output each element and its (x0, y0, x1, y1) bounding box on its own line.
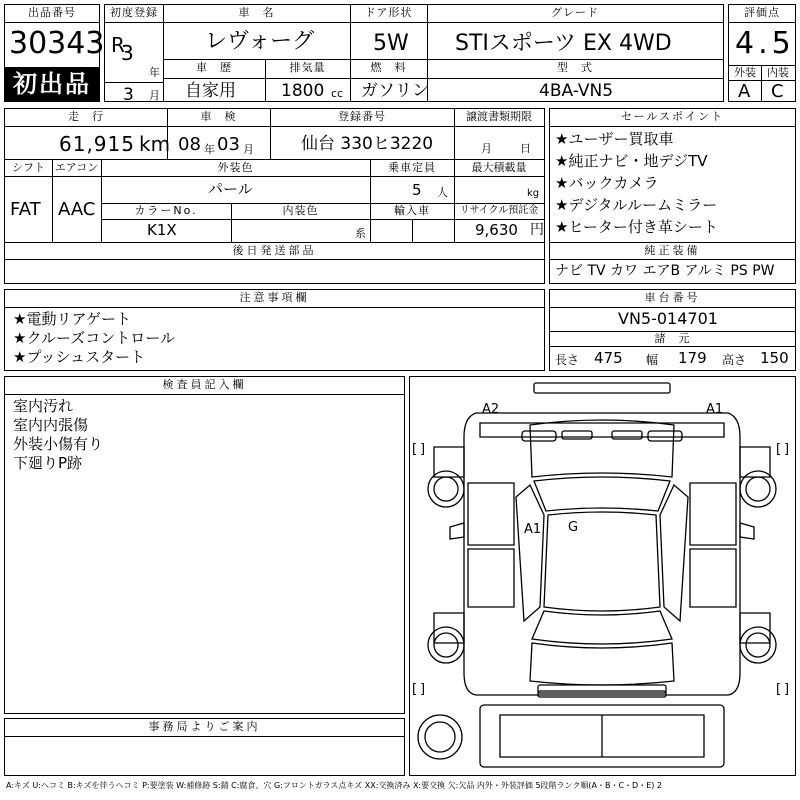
length-label: 長さ (555, 353, 580, 367)
inspection-label: 車 検 (200, 110, 237, 123)
list-item: ★ユーザー買取車 (555, 130, 674, 148)
front-bumper-strip (534, 383, 670, 393)
reg-month: 3 (123, 85, 134, 105)
history: 自家用 (185, 81, 236, 101)
legend: A:キズ U:ヘコミ B:キズを伴うヘコミ P:要塗装 W:補修跡 S:錆 C:腐食、穴 G:フロントガラス点キズ XX:交換済み X:要交換 欠:欠品 内外・外装評価 5段階ランク順(A・B・C・D・E) 2 (6, 781, 663, 790)
cautions-label: 注意事項欄 (239, 291, 310, 304)
damage-mark: A2 (482, 402, 500, 417)
list-item: ★デジタルルームミラー (555, 196, 718, 214)
lot-number: 30343 (9, 26, 105, 61)
office-label: 事務局よりご案内 (148, 720, 261, 733)
import-label: 輸入車 (394, 204, 430, 217)
exterior-grade: A (738, 81, 751, 102)
grade: STIスポーツ EX 4WD (455, 31, 672, 56)
lot-number-label: 出品番号 (28, 6, 76, 19)
model-label: 型 式 (557, 61, 593, 74)
recycle-unit: 円 (530, 222, 544, 238)
door-type: 5W (373, 31, 409, 56)
list-item: ★電動リアゲート (13, 310, 131, 328)
hood (530, 420, 674, 477)
shift: FAT (10, 199, 41, 220)
list-item: ★クルーズコントロール (13, 329, 175, 347)
list-item: 室内汚れ (13, 397, 74, 415)
mileage-label: 走 行 (68, 110, 104, 123)
svg-text:]: ] (784, 442, 790, 457)
reg-era: R (111, 33, 125, 57)
first-listing-badge (5, 67, 99, 101)
list-item: 外装小傷有り (13, 435, 104, 453)
transfer-day-unit: 日 (520, 142, 531, 155)
damage-mark: A1 (524, 522, 542, 537)
damage-mark: A1 (706, 402, 724, 417)
car-body-outline (464, 413, 740, 695)
shipping-parts-label: 後日発送部品 (232, 244, 317, 257)
shift-label: シフト (12, 161, 45, 174)
list-item: 室内内張傷 (13, 416, 89, 434)
model: 4BA-VN5 (539, 81, 614, 101)
svg-text:]: ] (420, 442, 426, 457)
windshield (534, 477, 670, 511)
transfer-deadline-label: 譲渡書類期限 (466, 110, 532, 123)
sales-points-label: セールスポイント (620, 110, 724, 123)
reg-year: 3 (121, 41, 134, 65)
interior-color-label: 内装色 (282, 204, 319, 217)
damage-diagram-frame (409, 376, 796, 776)
history-label: 車 歴 (196, 61, 232, 74)
exterior-color-label: 外装色 (217, 161, 254, 174)
length: 475 (594, 349, 623, 367)
interior-grade: C (771, 81, 784, 102)
list-item: ★バックカメラ (555, 174, 659, 192)
mileage: 61,915 (59, 132, 135, 156)
max-load-unit: kg (527, 188, 540, 199)
capacity: 5 (412, 181, 422, 199)
damage-mark: G (568, 520, 579, 535)
door-label: ドア形状 (364, 6, 413, 19)
svg-text:[: [ (776, 682, 782, 697)
list-item: 下廻りP跡 (13, 454, 83, 472)
exterior-color: パール (208, 180, 253, 198)
specs-label: 諸 元 (654, 332, 691, 345)
plate-label: 登録番号 (338, 110, 386, 123)
header-main (104, 4, 724, 105)
cautions (4, 289, 545, 371)
color-no-label: カラーNo. (134, 204, 198, 217)
equipment-label: 純正装備 (644, 244, 701, 257)
chassis-label: 車台番号 (644, 291, 701, 304)
car-damage-diagram (410, 377, 795, 775)
displacement: 1800 (281, 81, 325, 101)
rear-window (532, 611, 672, 644)
list-item: ★純正ナビ・地デジTV (555, 152, 708, 170)
displacement-unit: cc (331, 87, 344, 100)
inspection-month-unit: 月 (243, 143, 254, 156)
interior-color-unit: 系 (355, 227, 366, 240)
rear-bumper-strip (538, 691, 666, 697)
width-label: 幅 (646, 353, 659, 367)
office-notice (4, 718, 405, 776)
height: 150 (760, 349, 789, 367)
list-item: ★ヒーター付き革シート (555, 218, 718, 236)
capacity-label: 乗車定員 (388, 161, 436, 174)
interior-grade-label: 内装 (767, 66, 789, 79)
mileage-unit: km (139, 132, 171, 156)
height-label: 高さ (722, 353, 747, 367)
reg-label: 初度登録 (110, 6, 158, 19)
width: 179 (678, 349, 707, 367)
displacement-label: 排気量 (289, 61, 326, 74)
first-listing-label: 初出品 (13, 70, 91, 98)
month-unit: 月 (149, 89, 160, 102)
svg-text:]: ] (784, 682, 790, 697)
list-item: ★プッシュスタート (13, 348, 146, 366)
capacity-unit: 人 (437, 186, 448, 199)
car-name: レヴォーグ (205, 29, 315, 54)
inspection-month: 03 (217, 134, 240, 155)
aircon: AAC (58, 199, 96, 220)
svg-text:[: [ (412, 442, 418, 457)
aircon-label: エアコン (54, 161, 99, 174)
equipment: ナビ TV カワ エアB アルミ PS PW (555, 263, 775, 279)
roof (544, 512, 660, 611)
year-unit: 年 (149, 66, 160, 79)
fuel: ガソリン (361, 81, 429, 101)
inspector-notes (4, 376, 405, 714)
grade-label: グレード (551, 6, 599, 19)
recycle-label: リサイクル預託金 (459, 205, 539, 216)
fuel-label: 燃 料 (370, 61, 407, 74)
svg-text:]: ] (420, 682, 426, 697)
inspector-label: 検査員記入欄 (162, 378, 247, 391)
chassis-specs (549, 289, 796, 371)
inspection-year-unit: 年 (204, 143, 215, 156)
score: 4.5 (735, 26, 795, 61)
svg-text:[: [ (776, 442, 782, 457)
color-no: K1X (147, 221, 177, 239)
transfer-month-unit: 月 (481, 142, 492, 155)
exterior-grade-label: 外装 (734, 66, 756, 79)
inspection-year: 08 (178, 134, 201, 155)
score-label: 評価点 (744, 6, 780, 19)
plate: 仙台 330ヒ3220 (301, 134, 434, 154)
chassis-number: VN5-014701 (618, 309, 718, 328)
recycle-fee: 9,630 (475, 221, 518, 239)
score-cell (728, 4, 796, 102)
vehicle-details (4, 108, 545, 284)
max-load-label: 最大積載量 (471, 161, 527, 174)
trunk (530, 643, 674, 685)
sales-points (549, 108, 796, 284)
lot-number-cell (4, 4, 105, 102)
car-name-label: 車 名 (238, 6, 275, 19)
svg-text:[: [ (412, 682, 418, 697)
